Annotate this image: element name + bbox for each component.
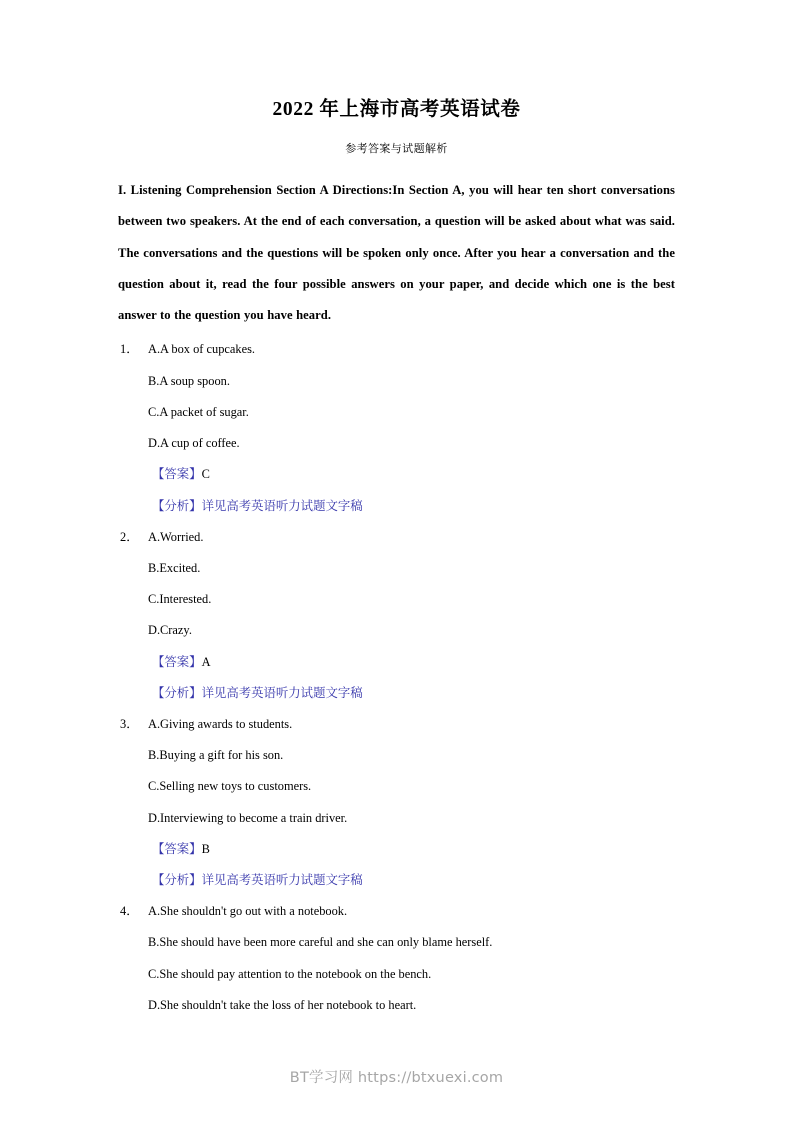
option-d[interactable]: D.She shouldn't take the loss of her notebook to heart. <box>148 997 417 1012</box>
question-block <box>118 709 675 896</box>
option-b[interactable]: B.Buying a gift for his son. <box>148 748 284 763</box>
answer-value: C <box>201 467 210 482</box>
analysis-value: 详见高考英语听力试题文字稿 <box>201 498 363 513</box>
option-b[interactable]: B.A soup spoon. <box>148 373 230 388</box>
question-first-line <box>118 896 675 927</box>
analysis-label: 【分析】 <box>152 498 202 513</box>
answer-label: 【答案】 <box>152 841 202 856</box>
answer-label: 【答案】 <box>152 467 202 482</box>
option-a[interactable]: A.Giving awards to students. <box>148 716 293 731</box>
option-b[interactable]: B.She should have been more careful and she can only blame herself. <box>148 935 493 950</box>
question-block <box>118 522 675 709</box>
answer-label: 【答案】 <box>152 654 202 669</box>
analysis-line <box>118 865 675 896</box>
option-d[interactable]: D.Crazy. <box>148 623 192 638</box>
question-block <box>118 334 675 521</box>
option-b[interactable]: B.Excited. <box>148 560 201 575</box>
answer-value: B <box>201 841 210 856</box>
option-c[interactable]: C.Interested. <box>148 592 212 607</box>
option-c[interactable]: C.She should pay attention to the notebook on the bench. <box>148 966 432 981</box>
page-title: 2022 年上海市高考英语试卷 <box>272 99 521 120</box>
analysis-label: 【分析】 <box>152 872 202 887</box>
answer-line <box>118 647 675 678</box>
question-number: 4． <box>120 904 139 919</box>
answer-line <box>118 834 675 865</box>
question-block <box>118 896 675 1021</box>
option-a[interactable]: A.Worried. <box>148 529 204 544</box>
question-first-line <box>118 334 675 365</box>
option-a[interactable]: A.A box of cupcakes. <box>148 342 256 357</box>
analysis-line <box>118 491 675 522</box>
question-number: 1． <box>120 342 139 357</box>
option-d[interactable]: D.Interviewing to become a train driver. <box>148 810 348 825</box>
content-column <box>118 175 675 1021</box>
analysis-value: 详见高考英语听力试题文字稿 <box>201 685 363 700</box>
option-d[interactable]: D.A cup of coffee. <box>148 436 240 451</box>
listening-directions: I. Listening Comprehension Section A Directions:In Section A, you will hear ten short conversations between two speakers. At the end of each conversation, a question will be asked about what was said. The conversations and the questions will be spoken only once. After you hear a conversation and the question about it, read the four possible answers on your paper, and decide which one is the best answer to the question you have heard. <box>118 183 675 323</box>
footer-watermark: BT学习网 https://btxuexi.com <box>289 1070 504 1086</box>
answer-value: A <box>201 654 211 669</box>
answer-line <box>118 459 675 490</box>
option-c[interactable]: C.Selling new toys to customers. <box>148 779 312 794</box>
question-number: 2． <box>120 529 139 544</box>
question-first-line <box>118 522 675 553</box>
question-number: 3． <box>120 716 139 731</box>
option-a[interactable]: A.She shouldn't go out with a notebook. <box>148 904 348 919</box>
analysis-line <box>118 678 675 709</box>
question-first-line <box>118 709 675 740</box>
option-c[interactable]: C.A packet of sugar. <box>148 404 249 419</box>
page-subtitle: 参考答案与试题解析 <box>345 143 448 155</box>
analysis-label: 【分析】 <box>152 685 202 700</box>
analysis-value: 详见高考英语听力试题文字稿 <box>201 872 363 887</box>
